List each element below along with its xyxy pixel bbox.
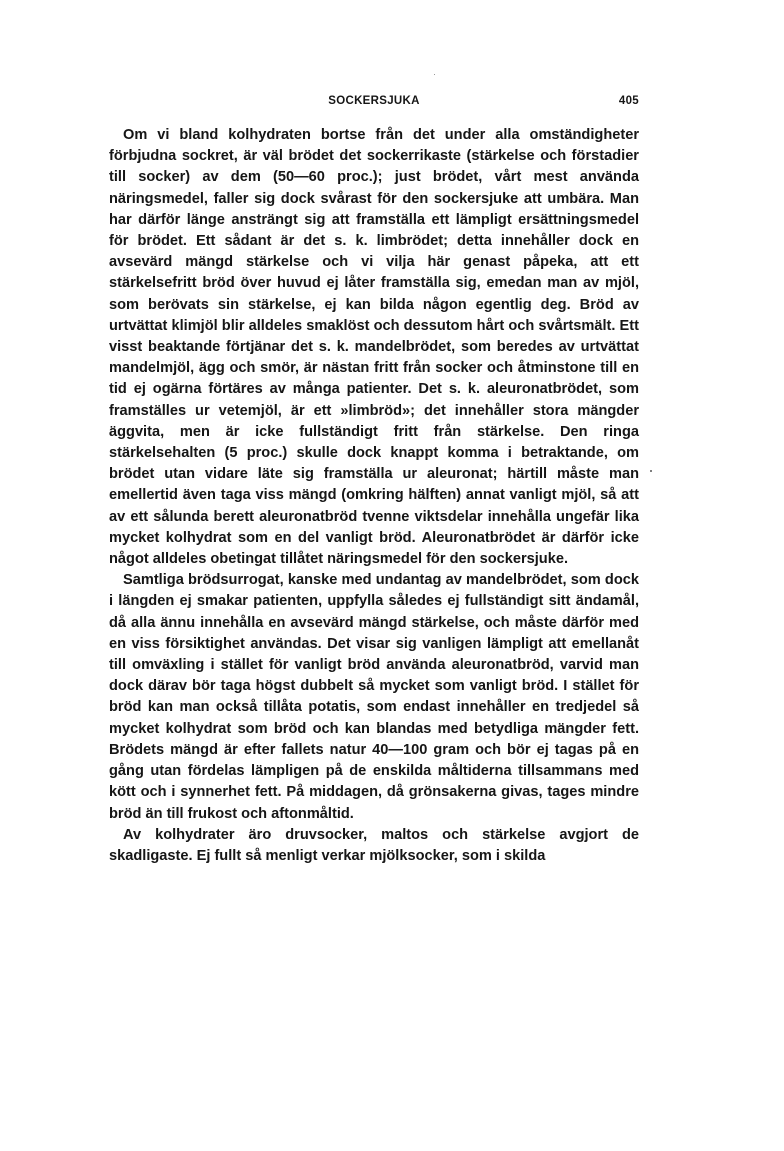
print-speck: [650, 470, 652, 472]
paragraph: Av kolhydrater äro druvsocker, maltos och stärkelse avgjort de skadligaste. Ej fullt så menligt verkar mjölksocker, som i skilda: [109, 826, 639, 864]
running-title: SOCKERSJUKA: [328, 95, 420, 107]
print-speck: [434, 74, 435, 75]
page-number: 405: [618, 95, 639, 107]
paragraph: Samtliga brödsurrogat, kanske med undantag av mandelbrödet, som dock i längden ej smakar patienten, uppfylla således ej fullständigt sitt ändamål, då alla ännu innehålla en avsevärd mängd stärkelse, och måste därför med en viss försiktighet användas. Det visar sig vanligen lämpligt att emellanåt till omväxling i stället för vanligt bröd använda aleuronatbröd, varvid man dock därav bör taga högst dubbelt så mycket som vanligt bröd. I stället för bröd kan man också tillåta potatis, som endast innehåller en tredjedel så mycket kolhydrat som bröd och kan blandas med betydliga mängder fett. Brödets mängd är efter fallets natur 40—100 gram och bör ej tagas på en gång utan fördelas lämpligen på de enskilda måltiderna tillsammans med kött och i synnerhet fett. På middagen, då grönsakerna givas, tages mindre bröd än till frukost och aftonmåltid.: [109, 572, 639, 822]
body-text: [109, 125, 639, 867]
paragraph: Om vi bland kolhydraten bortse från det under alla omständigheter förbjudna sockret, är väl brödet det sockerrikaste (stärkelse och förstadier till socker) av dem (50—60 proc.); just brödet, vårt mest använda näringsmedel, faller sig dock svårast för den sockersjuke att umbära. Man har därför länge ansträngt sig att framställa ett lämpligt ersättningsmedel för brödet. Ett sådant är det s. k. limbrödet; detta innehåller dock en avsevärd mängd stärkelse och vi vilja här genast påpeka, att ett stärkelsefritt bröd över huvud ej låter framställa sig, emedan man av mjöl, som berövats sin stärkelse, ej kan bilda någon egentlig deg. Bröd av urtvättat klimjöl blir alldeles smaklöst och dessutom hårt och svårtsmält. Ett visst beaktande förtjänar det s. k. mandelbrödet, som beredes av urtvättat mandelmjöl, ägg och smör, är nästan fritt från socker och åtminstone till en tid ej ogärna förtäres av många patienter. Det s. k. aleuronatbrödet, som framställes ur vetemjöl, är ett »limbröd»; det innehåller stora mängder äggvita, men är icke fullständigt fritt från stärkelse. Den ringa stärkelsehalten (5 proc.) skulle dock knappt komma i betraktande, om brödet utan vidare läte sig framställa ur aleuronat; härtill måste man emellertid även taga viss mängd (omkring hälften) annat vanligt mjöl, så att av ett sålunda berett aleuronatbröd tvenne viktsdelar innehålla ungefär lika mycket kolhydrat som en del vanligt bröd. Aleuronatbrödet är därför icke något alldeles obetingat tillåtet näringsmedel för den sockersjuke.: [109, 127, 639, 568]
running-head: [109, 95, 639, 113]
